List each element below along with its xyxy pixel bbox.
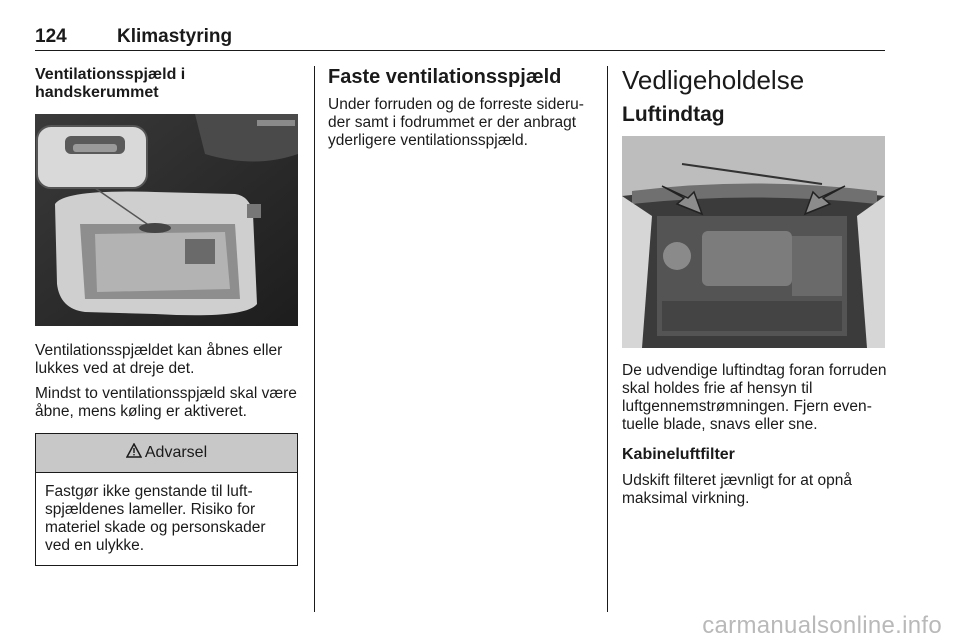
column-divider bbox=[607, 66, 608, 612]
paragraph: Ventilationsspjældet kan åbnes eller lukkes ved at dreje det. bbox=[35, 342, 283, 377]
warning-title: Advarsel bbox=[144, 444, 208, 461]
column-divider bbox=[314, 66, 315, 612]
chapter-title: Klimastyring bbox=[117, 26, 233, 47]
subsection-heading: Luftindtag bbox=[622, 103, 725, 126]
page-number: 124 bbox=[35, 26, 67, 47]
section-heading: Ventilationsspjæld i handskerummet bbox=[35, 66, 186, 101]
watermark: carmanualsonline.info bbox=[702, 612, 942, 639]
warning-header bbox=[36, 434, 297, 473]
warning-text: Fastgør ikke genstande til luftspjældenes lameller. Risiko for materiel skade og personskader ved en ulykke. bbox=[45, 483, 266, 554]
paragraph: Udskift filteret jævnligt for at opnå maksimal virkning. bbox=[622, 472, 853, 507]
page-header bbox=[35, 26, 885, 51]
column-glovebox-vent bbox=[35, 66, 298, 566]
engine-bay-air-intake-photo bbox=[622, 136, 885, 348]
column-maintenance bbox=[622, 66, 887, 508]
paragraph: De udvendige luftindtag foran forruden skal holdes frie af hensyn til luftgennemstrømningen. Fjern eventuelle blade, snavs eller sne. bbox=[622, 362, 887, 433]
paragraph: Mindst to ventilationsspjæld skal være åbne, mens køling er aktiveret. bbox=[35, 385, 297, 420]
paragraph: Under forruden og de forreste sideruder samt i fodrummet er der anbragt yderligere ventilationsspjæld. bbox=[328, 96, 584, 149]
warning-triangle-icon bbox=[126, 443, 142, 463]
section-heading: Faste ventilationsspjæld bbox=[328, 66, 562, 88]
column-fixed-vents bbox=[328, 66, 593, 150]
section-heading: Vedligeholdelse bbox=[622, 65, 805, 95]
warning-box bbox=[35, 433, 298, 566]
section-heading: Kabineluftfilter bbox=[622, 446, 735, 463]
glovebox-vent-illustration bbox=[35, 114, 298, 326]
